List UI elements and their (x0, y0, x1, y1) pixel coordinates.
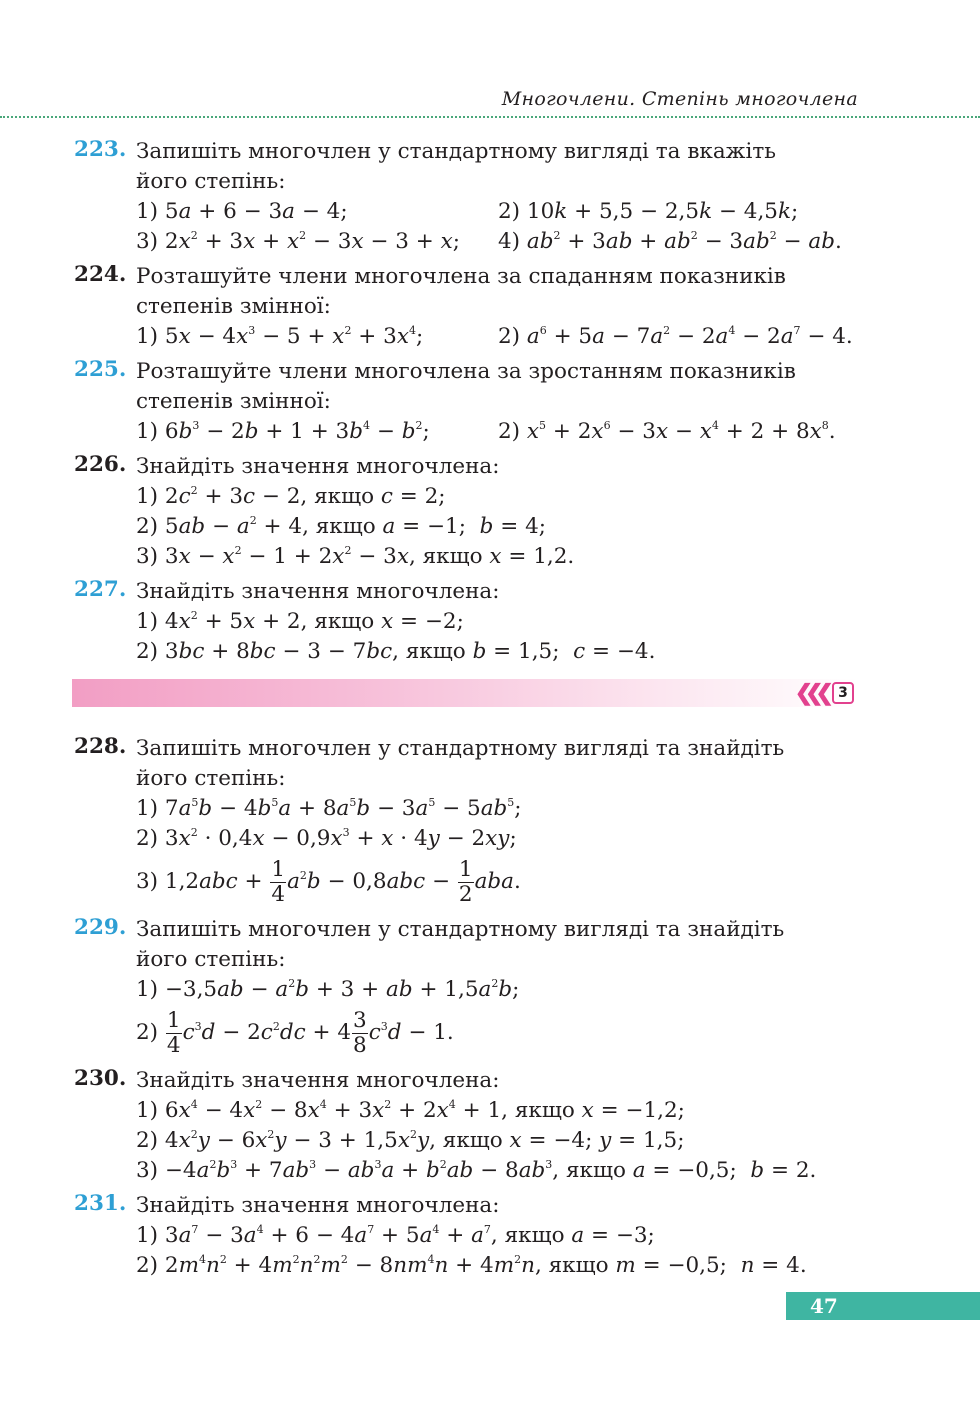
expression-item: 1) $3a^7 - 3a^4 + 6 - 4a^7 + 5a^4 + a^7$, якщо a = −3; (136, 1223, 655, 1248)
problem-number: 225. (74, 357, 127, 382)
expression-row (136, 322, 864, 352)
fraction: $\frac{1}{4}$ (166, 1007, 181, 1058)
problem-number: 223. (74, 137, 127, 162)
problem-statement: Запишіть многочлен у стандартному вигляді та знайдіть (136, 736, 785, 761)
header-divider (0, 116, 980, 118)
expression-row (136, 227, 864, 257)
expression-item: 2) 10k + 5,5 − 2,5k − 4,5k; (498, 199, 799, 224)
problem-228 (74, 734, 864, 910)
expression-item: 1) 5a + 6 − 3a − 4; (136, 199, 348, 224)
problem-223 (74, 137, 864, 257)
fraction: $\frac{1}{2}$ (458, 856, 473, 907)
problem-number: 228. (74, 734, 127, 759)
problem-statement-cont: його степінь: (136, 169, 286, 194)
problem-225 (74, 357, 864, 447)
expression-item: 2) $\frac{1}{4}$ $c^3d - 2c^2dc + 4$ $\frac{3}{8}$ $c^3d - 1$. (136, 1007, 454, 1058)
problem-number: 229. (74, 915, 127, 940)
problem-number: 230. (74, 1066, 127, 1091)
problem-number: 227. (74, 577, 127, 602)
problem-226 (74, 452, 864, 572)
expression-item: 1) $2c^2 + 3c - 2$, якщо c = 2; (136, 484, 446, 509)
expression-item: 2) 3bc + 8bc − 3 − 7bc, якщо b = 1,5; c = −4. (136, 639, 656, 664)
problem-statement: Знайдіть значення многочлена: (136, 1193, 500, 1218)
problem-230 (74, 1066, 864, 1186)
expression-item: 2) $4x^2y - 6x^2y - 3 + 1,5x^2y$, якщо x = −4; y = 1,5; (136, 1128, 685, 1153)
problem-statement: Знайдіть значення многочлена: (136, 579, 500, 604)
running-header: Многочлени. Степінь многочлена (501, 88, 858, 110)
fraction: $\frac{3}{8}$ (353, 1007, 367, 1058)
expression-item: 2) $3x^2 \cdot 0,4x - 0,9x^3 + x \cdot 4y - 2xy$; (136, 826, 517, 851)
problem-statement-cont: степенів змінної: (136, 294, 331, 319)
expression-item: 1) $6b^3 - 2b + 1 + 3b^4 - b^2$; (136, 419, 430, 444)
expression-item: 3) $2x^2 + 3x + x^2 - 3x - 3 + x$; (136, 229, 461, 254)
expression-row (136, 417, 864, 447)
expression-item: 4) $ab^2 + 3ab + ab^2 - 3ab^2$ − ab. (498, 229, 842, 254)
fraction: $\frac{1}{4}$ (271, 856, 286, 907)
problem-number: 231. (74, 1191, 127, 1216)
problem-231 (74, 1191, 864, 1281)
problem-statement: Розташуйте члени многочлена за зростанням показників (136, 359, 796, 384)
expression-item: 2) $a^6 + 5a - 7a^2 - 2a^4 - 2a^7 - 4$. (498, 324, 853, 349)
expression-item: 1) $6x^4 - 4x^2 - 8x^4 + 3x^2 + 2x^4 + 1$, якщо x = −1,2; (136, 1098, 685, 1123)
expression-item: 2) $x^5 + 2x^6 - 3x - x^4 + 2 + 8x^8$. (498, 419, 836, 444)
problem-statement: Запишіть многочлен у стандартному вигляді та вкажіть (136, 139, 776, 164)
problem-number: 224. (74, 262, 127, 287)
problem-224 (74, 262, 864, 352)
expression-item: 3) 1,2abc + $\frac{1}{4}$ $a^2b - 0,8abc$ − $\frac{1}{2}$ aba. (136, 856, 521, 907)
expression-item: $3) -4a^2b^3 + 7ab^3 - ab^3a + b^2ab - 8ab^3$, якщо a = −0,5; b = 2. (136, 1158, 817, 1183)
problem-229 (74, 915, 864, 1061)
expression-item: 1) $4x^2 + 5x + 2$, якщо x = −2; (136, 609, 464, 634)
problem-statement-cont: степенів змінної: (136, 389, 331, 414)
problem-statement: Запишіть многочлен у стандартному вигляді та знайдіть (136, 917, 785, 942)
problem-statement: Знайдіть значення многочлена: (136, 1068, 500, 1093)
expression-item: 3) $3x - x^2 - 1 + 2x^2 - 3x$, якщо x = 1,2. (136, 544, 575, 569)
level-badge: 3 (832, 682, 854, 704)
expression-item: 2) $2m^4n^2 + 4m^2n^2m^2 - 8nm^4n + 4m^2n$, якщо m = −0,5; n = 4. (136, 1253, 807, 1278)
page-number: 47 (786, 1292, 980, 1320)
chevrons-icon: ❮❮❮ (794, 680, 826, 706)
problem-227 (74, 577, 864, 667)
expression-item: 2) $5ab - a^2 + 4$, якщо a = −1; b = 4; (136, 514, 547, 539)
exercise-list (74, 137, 864, 1286)
expression-item: $1) -3,5ab - a^2b + 3$ + ab + $1,5a^2b$; (136, 977, 520, 1002)
problem-statement: Знайдіть значення многочлена: (136, 454, 500, 479)
expression-item: 1) $5x - 4x^3 - 5 + x^2 + 3x^4$; (136, 324, 424, 349)
problem-statement-cont: його степінь: (136, 947, 286, 972)
difficulty-level-marker (795, 682, 854, 704)
difficulty-level-band (72, 679, 858, 707)
problem-number: 226. (74, 452, 127, 477)
problem-statement-cont: його степінь: (136, 766, 286, 791)
expression-row (136, 197, 864, 227)
expression-item: 1) $7a^5b - 4b^5a + 8a^5b - 3a^5 - 5ab^5$; (136, 796, 522, 821)
problem-statement: Розташуйте члени многочлена за спаданням показників (136, 264, 786, 289)
